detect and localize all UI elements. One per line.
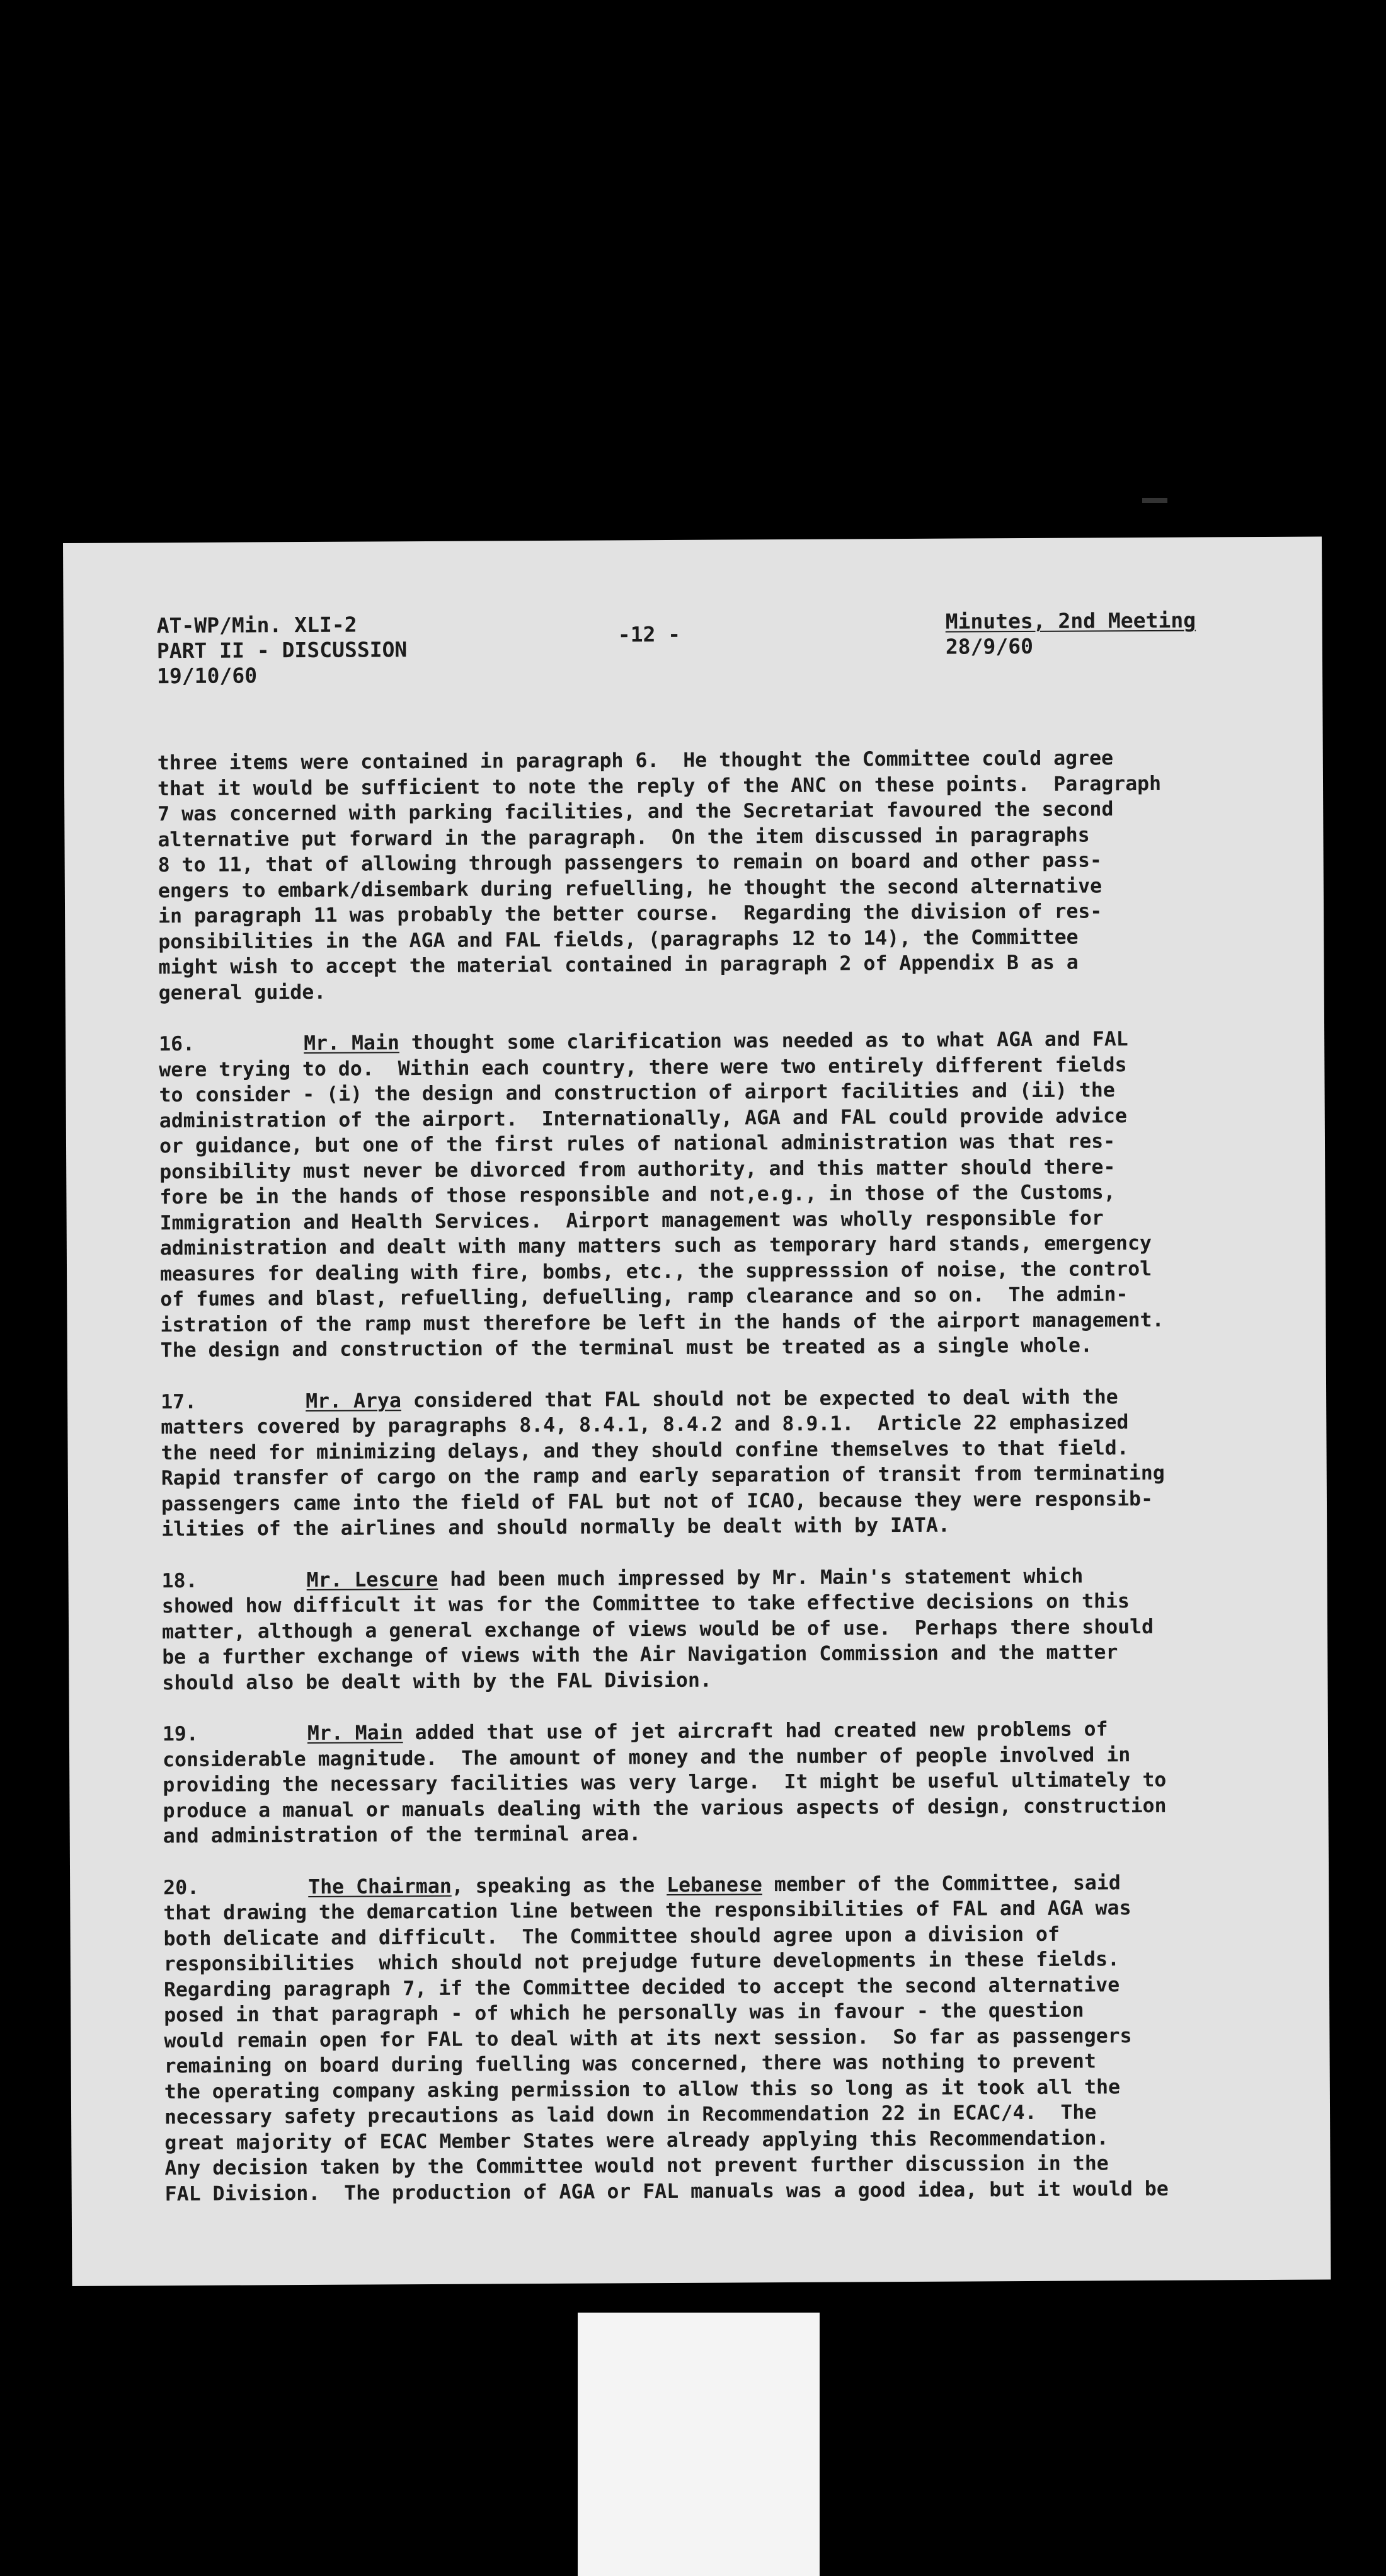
text-run: , speaking as the: [451, 1873, 667, 1898]
speaker-name: Mr. Lescure: [306, 1568, 438, 1592]
text-line: showed how difficult it was for the Committee to take effective decisions on this: [161, 1590, 1130, 1618]
paragraph-number: 18.: [161, 1569, 198, 1592]
text-run: had been much impressed by Mr. Main's statement which: [438, 1565, 1084, 1591]
text-line: three items were contained in paragraph 6. He thought the Committee could agree: [157, 747, 1114, 775]
speaker-name: Mr. Main: [307, 1722, 403, 1745]
text-line: of fumes and blast, refuelling, defuelling, ramp clearance and so on. The admin-: [160, 1283, 1128, 1311]
text-line: produce a manual or manuals dealing with the various aspects of design, construction: [163, 1794, 1167, 1822]
document-body: [158, 745, 1261, 2233]
text-line: ilities of the airlines and should normally be dealt with by IATA.: [161, 1514, 950, 1541]
text-line: engers to embark/disembark during refuelling, he thought the second alternative: [158, 874, 1102, 902]
text-line: istration of the ramp must therefore be left in the hands of the airport management.: [160, 1308, 1164, 1337]
text-line: were trying to do. Within each country, there were two entirely different fields: [159, 1053, 1127, 1081]
text-line: Immigration and Health Services. Airport management was wholly responsible for: [159, 1206, 1104, 1234]
paragraph-number: 20.: [163, 1876, 200, 1899]
target-card: [578, 2313, 820, 2576]
paragraph-20: [163, 1870, 1261, 2207]
text-line: alternative put forward in the paragraph. On the item discussed in paragraphs: [158, 823, 1090, 851]
speaker-name: The Chairman: [308, 1875, 452, 1899]
paragraph-continued: [158, 745, 1255, 1006]
text-line: both delicate and difficult. The Committee should agree upon a division of: [163, 1923, 1060, 1950]
text-line: that it would be sufficient to note the reply of the ANC on these points. Paragraph: [157, 772, 1162, 800]
speaker-name: Mr. Arya: [306, 1389, 401, 1413]
document-page: [63, 537, 1331, 2286]
text-line: Any decision taken by the Committee would not prevent further discussion in the: [164, 2152, 1109, 2180]
text-line: ponsibilities in the AGA and FAL fields, (paragraphs 12 to 14), the Committee: [158, 926, 1079, 953]
part-label: PART II - DISCUSSION: [156, 637, 408, 664]
text-line: administration of the airport. Internationally, AGA and FAL could provide advice: [159, 1104, 1128, 1132]
text-line: posed in that paragraph - of which he personally was in favour - the question: [164, 1999, 1084, 2027]
text-line: to consider - (i) the design and construction of airport facilities and (ii) the: [159, 1079, 1115, 1107]
text-line: Regarding paragraph 7, if the Committee decided to accept the second alternative: [163, 1973, 1120, 2001]
text-line: in paragraph 11 was probably the better course. Regarding the division of res-: [158, 900, 1102, 928]
text-line: matter, although a general exchange of views would be of use. Perhaps there should: [161, 1615, 1154, 1643]
text-line: fore be in the hands of those responsible and not,e.g., in those of the Customs,: [159, 1181, 1116, 1209]
text-line: responsibilities which should not prejudge future developments in these fields.: [163, 1948, 1120, 1976]
text-run: thought some clarification was needed as to what AGA and FAL: [399, 1028, 1128, 1055]
text-line: measures for dealing with fire, bombs, etc., the suppresssion of noise, the control: [159, 1257, 1152, 1285]
meeting-date: 28/9/60: [945, 633, 1034, 659]
text-line: administration and dealt with many matters such as temporary hard stands, emergency: [159, 1231, 1152, 1260]
text-line: or guidance, but one of the first rules of national administration was that res-: [159, 1130, 1116, 1158]
text-line: remaining on board during fuelling was concerned, there was nothing to prevent: [164, 2050, 1096, 2078]
paragraph-number: 19.: [162, 1722, 198, 1746]
text-line: The design and construction of the terminal must be treated as a single whole.: [160, 1334, 1093, 1362]
paragraph-17: [161, 1384, 1257, 1543]
text-line: would remain open for FAL to deal with at its next session. So far as passengers: [164, 2024, 1132, 2052]
document-date: 19/10/60: [157, 663, 258, 689]
text-line: should also be dealt with by the FAL Division.: [162, 1669, 712, 1694]
text-line: the operating company asking permission to allow this so long as it took all the: [164, 2075, 1121, 2103]
text-run: considered that FAL should not be expected to deal with the: [401, 1385, 1118, 1412]
document-reference: [157, 612, 408, 689]
paragraph-16: [159, 1026, 1257, 1364]
paragraph-number: 16.: [159, 1032, 195, 1056]
meeting-info: [946, 608, 1196, 660]
paragraph-number: 17.: [161, 1390, 197, 1413]
text-line: general guide.: [158, 980, 326, 1004]
text-line: 7 was concerned with parking facilities, and the Secretariat favoured the second: [158, 798, 1114, 826]
speaker-name: Mr. Main: [304, 1032, 399, 1055]
text-line: the need for minimizing delays, and they should confine themselves to that field.: [161, 1436, 1129, 1464]
text-line: passengers came into the field of FAL but not of ICAO, because they were responsib-: [161, 1487, 1154, 1515]
text-line: FAL Division. The production of AGA or FAL manuals was a good idea, but it would be: [164, 2177, 1169, 2205]
text-line: and administration of the terminal area.: [163, 1822, 641, 1848]
page-number: -12 -: [617, 621, 681, 647]
text-line: ponsibility must never be divorced from authority, and this matter should there-: [159, 1155, 1116, 1183]
scan-artifact: [1142, 498, 1167, 503]
text-line: considerable magnitude. The amount of money and the number of people involved in: [163, 1743, 1131, 1771]
text-line: providing the necessary facilities was very large. It might be useful ultimately to: [163, 1768, 1167, 1797]
paragraph-18: [162, 1563, 1259, 1696]
text-run: member of the Committee, said: [762, 1871, 1121, 1896]
text-line: great majority of ECAC Member States were already applying this Recommendation.: [164, 2126, 1109, 2154]
text-line: 8 to 11, that of allowing through passengers to remain on board and other pass-: [158, 849, 1102, 877]
text-line: be a further exchange of views with the Air Navigation Commission and the matter: [162, 1641, 1118, 1669]
text-line: that drawing the demarcation line between the responsibilities of FAL and AGA was: [163, 1897, 1131, 1925]
text-line: might wish to accept the material contained in paragraph 2 of Appendix B as a: [158, 951, 1079, 979]
text-line: necessary safety precautions as laid down in Recommendation 22 in ECAC/4. The: [164, 2101, 1097, 2129]
text-run: added that use of jet aircraft had created new problems of: [403, 1718, 1108, 1745]
meeting-title: Minutes, 2nd Meeting: [945, 607, 1196, 634]
text-line: matters covered by paragraphs 8.4, 8.4.1, 8.4.2 and 8.9.1. Article 22 emphasized: [161, 1411, 1129, 1439]
country-name: Lebanese: [667, 1873, 762, 1897]
paragraph-19: [163, 1716, 1259, 1849]
text-line: Rapid transfer of cargo on the ramp and early separation of transit from terminating: [161, 1461, 1165, 1490]
reference-code: AT-WP/Min. XLI-2: [156, 612, 357, 638]
